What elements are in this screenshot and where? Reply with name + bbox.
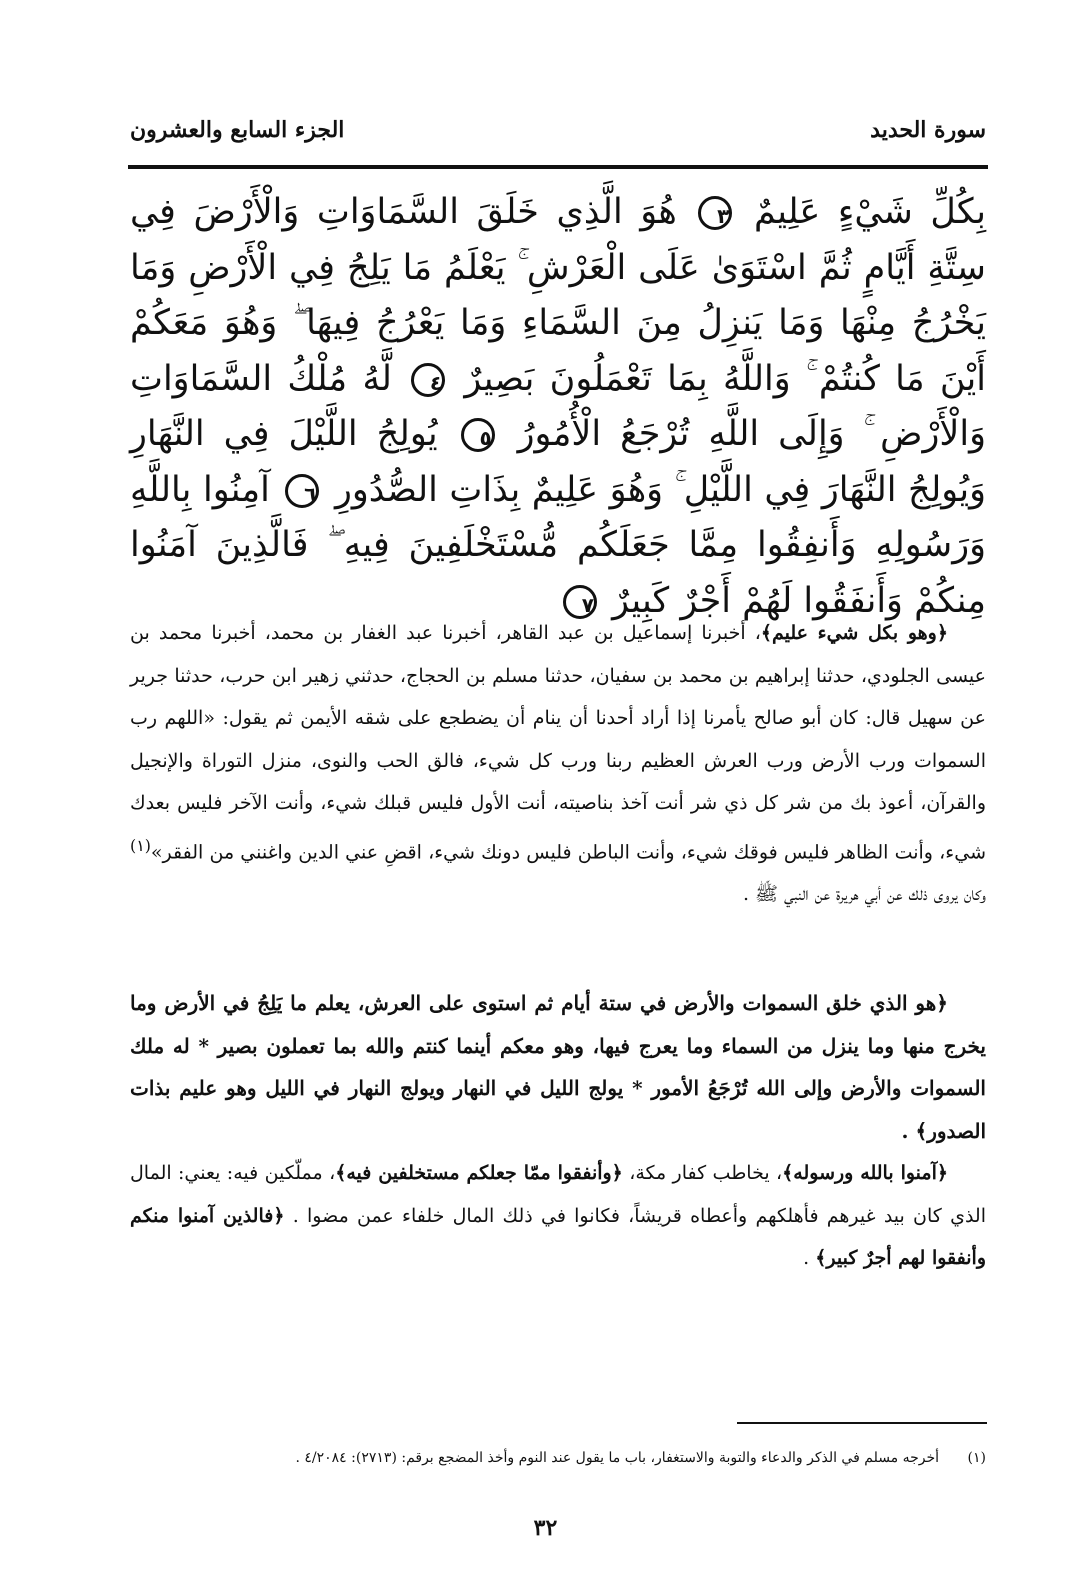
commentary-text: ، أخبرنا إسماعيل بن عبد القاهر، أخبرنا عبد الغفار بن محمد، أخبرنا محمد بن عيسى الجلودي، حدثنا إبراهيم بن محمد بن سفيان، حدثنا مسلم بن الحجاج، حدثني زهير ابن حرب، حدثنا جرير عن سهيل قال: كان أبو صالح يأمرنا إذا أراد أحدنا أن ينام أن يضطجع على شقه الأيمن ثم يقول: «اللهم رب السموات ورب الأرض ورب العرش العظيم ربنا ورب كل شيء، فالق الحب والنوى، منزل التوراة والإنجيل والقرآن، أعوذ بك من شر كل ذي شر أنت آخذ بناصيته، أنت الأول فليس قبلك شيء، وأنت الآخر فليس بعدك شيء، وأنت الظاهر فليس فوقك شيء، وأنت الباطن فليس دونك شيء، اقضِ عني الدين واغنني من الفقر»	[130, 622, 986, 863]
commentary-text: وكان يروى ذلك عن أبي هريرة عن النبي ﷺ .	[742, 883, 986, 906]
header-divider	[128, 165, 988, 169]
footnote-reference: (١)	[130, 835, 151, 855]
quoted-verse: ﴿فالذين آمنوا منكم وأنفقوا لهم أجرٌ كبير﴾	[130, 1204, 986, 1269]
page-number: ٣٢	[533, 1515, 558, 1541]
quoted-verse: ﴿وهو بكل شيء عليم﴾	[760, 622, 948, 644]
page-header	[130, 110, 986, 150]
ayah-text: لَّهُ مُلْكُ السَّمَاوَاتِ وَالْأَرْضِ ۚ وَإِلَى اللَّهِ تُرْجَعُ الْأُمُورُ	[130, 358, 986, 454]
juz-title: الجزء السابع والعشرون	[130, 117, 345, 143]
ayah-number-marker: ٧	[563, 585, 597, 619]
commentary-text: ، مملّكين فيه: يعني: المال الذي كان بيد غيرهم فأهلكهم وأعطاه قريشاً، فكانوا في ذلك المال خلفاء عمن مضوا .	[130, 1162, 986, 1227]
footnote	[130, 1448, 986, 1468]
footnote-divider	[737, 1422, 987, 1424]
surah-title: سورة الحديد	[870, 117, 986, 143]
ayah-number-marker: ٣	[698, 196, 732, 230]
ayah-text: بِكُلِّ شَيْءٍ عَلِيمٌ	[753, 192, 986, 232]
ayah-text: هُوَ الَّذِي خَلَقَ السَّمَاوَاتِ وَالْأَرْضَ فِي سِتَّةِ أَيَّامٍ ثُمَّ اسْتَوَىٰ عَلَى الْعَرْشِ ۚ يَعْلَمُ مَا يَلِجُ فِي الْأَرْضِ وَمَا يَخْرُجُ مِنْهَا وَمَا يَنزِلُ مِنَ السَّمَاءِ وَمَا يَعْرُجُ فِيهَا ۖ وَهُوَ مَعَكُمْ أَيْنَ مَا كُنتُمْ ۚ وَاللَّهُ بِمَا تَعْمَلُونَ بَصِيرٌ	[130, 192, 986, 399]
quran-text-block	[130, 185, 986, 629]
commentary-text: ، يخاطب كفار مكة،	[622, 1162, 783, 1184]
ayah-text: يُولِجُ اللَّيْلَ فِي النَّهَارِ وَيُولِجُ النَّهَارَ فِي اللَّيْلِ ۚ وَهُوَ عَلِيمٌ بِذَاتِ الصُّدُورِ	[130, 414, 986, 510]
footnote-text: أخرجه مسلم في الذكر والدعاء والتوبة والاستغفار، باب ما يقول عند النوم وأخذ المضجع برقم: (٢٧١٣): ٤/٢٠٨٤ .	[295, 1450, 940, 1466]
commentary-text: .	[803, 1247, 816, 1269]
ayah-text: آمِنُوا بِاللَّهِ وَرَسُولِهِ وَأَنفِقُوا مِمَّا جَعَلَكُم مُّسْتَخْلَفِينَ فِيهِ ۖ فَالَّذِينَ آمَنُوا مِنكُمْ وَأَنفَقُوا لَهُمْ أَجْرٌ كَبِيرٌ	[130, 469, 986, 621]
quoted-verse: ﴿آمنوا بالله ورسوله﴾	[782, 1162, 948, 1184]
commentary-paragraph-verses: ﴿هو الذي خلق السموات والأرض في ستة أيام ثم استوى على العرش، يعلم ما يَلِجُ في الأرض وما يخرج منها وما ينزل من السماء وما يعرج فيها، وهو معكم أينما كنتم والله بما تعملون بصير * له ملك السموات والأرض وإلى الله تُرْجَعُ الأمور * يولج الليل في النهار ويولج النهار في الليل وهو عليم بذات الصدور﴾ .	[130, 991, 986, 1143]
commentary-paragraph	[130, 1152, 986, 1280]
ayah-number-marker: ٦	[285, 474, 319, 508]
ayah-number-marker: ٤	[411, 363, 445, 397]
quoted-verse: ﴿وأنفقوا ممّا جعلكم مستخلفين فيه﴾	[335, 1162, 623, 1184]
footnote-number: (١)	[967, 1450, 986, 1466]
ayah-number-marker: ٥	[461, 418, 495, 452]
commentary-paragraph	[130, 612, 986, 916]
